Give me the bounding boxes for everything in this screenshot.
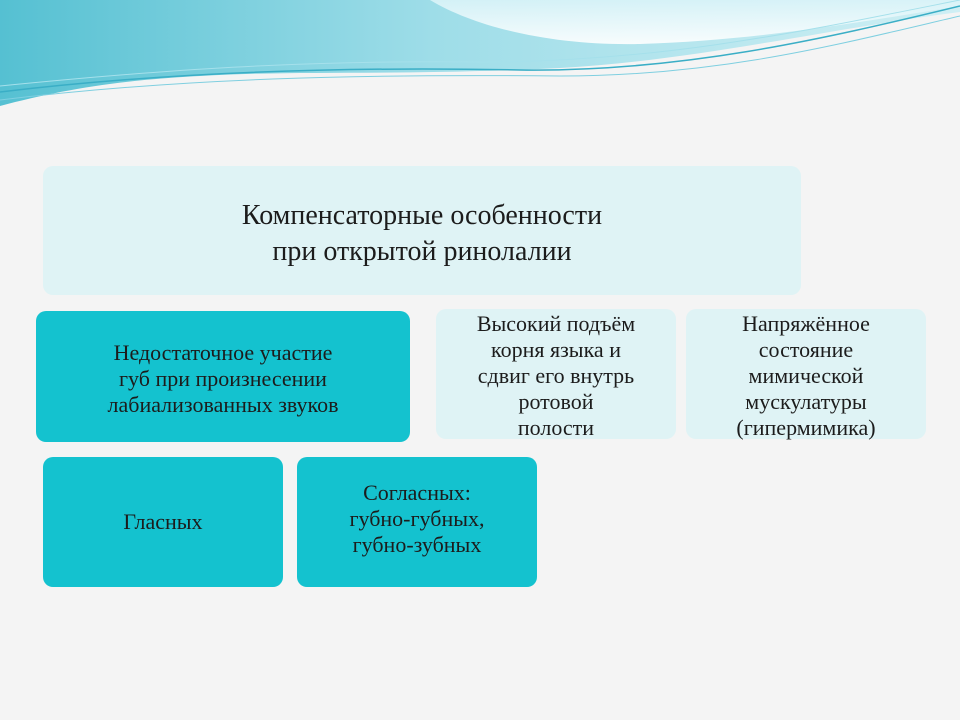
node-vowels-label: Гласных	[123, 509, 203, 534]
node-vowels	[43, 457, 283, 587]
node-consonants-label: Согласных: губно-губных, губно-зубных	[349, 480, 485, 557]
node-tongue-root-label: Высокий подъём корня языка и сдвиг его внутрь ротовой полости	[476, 311, 636, 440]
node-facial-tension-label: Напряжённое состояние мимической мускулатуры (гипермимика)	[736, 311, 876, 440]
node-insufficient-lips	[36, 311, 410, 442]
node-insufficient-lips-label: Недостаточное участие губ при произнесении лабиализованных звуков	[107, 339, 339, 417]
node-consonants	[297, 457, 537, 587]
diagram-title: Компенсаторные особенности при открытой ринолалии	[241, 199, 603, 267]
node-facial-tension	[686, 309, 926, 439]
diagram-title-box	[43, 166, 801, 295]
decorative-wave-header	[0, 0, 960, 120]
node-tongue-root	[436, 309, 676, 439]
